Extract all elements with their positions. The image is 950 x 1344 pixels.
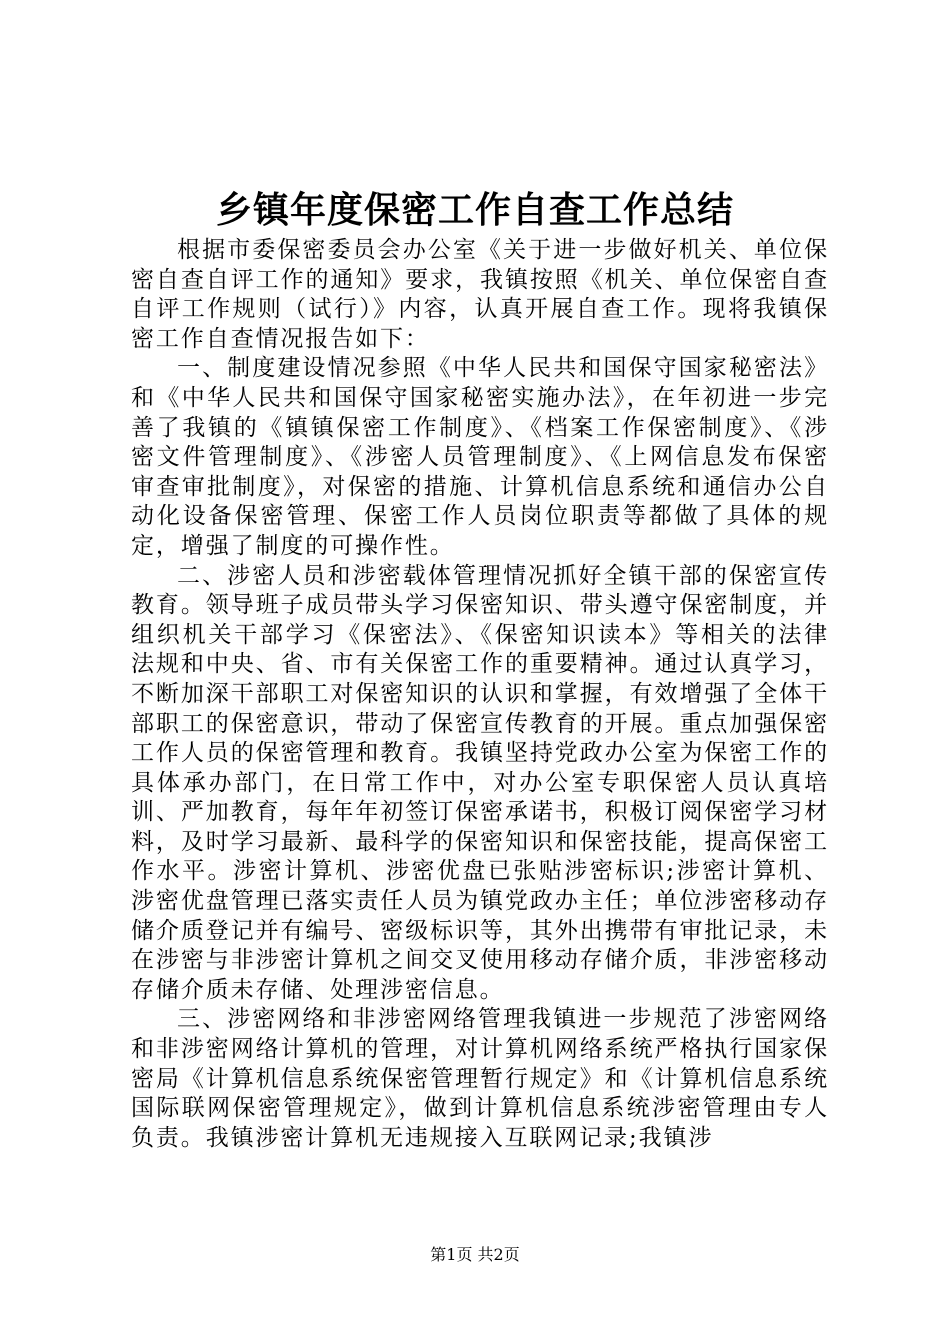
paragraph-section-2: 二、涉密人员和涉密载体管理情况抓好全镇干部的保密宣传教育。领导班子成员带头学习保密知识、带头遵守保密制度，并组织机关干部学习《保密法》、《保密知识读本》等相关的法律法规和中央、省、市有关保密工作的重要精神。通过认真学习，不断加深干部职工对保密知识的认识和掌握，有效增强了全体干部职工的保密意识，带动了保密宣传教育的开展。重点加强保密工作人员的保密管理和教育。我镇坚持党政办公室为保密工作的具体承办部门，在日常工作中，对办公室专职保密人员认真培训、严加教育，每年年初签订保密承诺书，积极订阅保密学习材料，及时学习最新、最科学的保密知识和保密技能，提高保密工作水平。涉密计算机、涉密优盘已张贴涉密标识;涉密计算机、涉密优盘管理已落实责任人员为镇党政办主任；单位涉密移动存储介质登记并有编号、密级标识等，其外出携带有审批记录，未在涉密与非涉密计算机之间交叉使用移动存储介质，非涉密移动存储介质未存储、处理涉密信息。: [131, 562, 829, 1003]
paragraph-section-1: 一、制度建设情况参照《中华人民共和国保守国家秘密法》和《中华人民共和国保守国家秘密实施办法》，在年初进一步完善了我镇的《镇镇保密工作制度》、《档案工作保密制度》、《涉密文件管理制度》、《涉密人员管理制度》、《上网信息发布保密审查审批制度》，对保密的措施、计算机信息系统和通信办公自动化设备保密管理、保密工作人员岗位职责等都做了具体的规定，增强了制度的可操作性。: [131, 355, 829, 559]
paragraph-section-3: 三、涉密网络和非涉密网络管理我镇进一步规范了涉密网络和非涉密网络计算机的管理，对计算机网络系统严格执行国家保密局《计算机信息系统保密管理暂行规定》和《计算机信息系统国际联网保密管理规定》，做到计算机信息系统涉密管理由专人负责。我镇涉密计算机无违规接入互联网记录;我镇涉: [131, 1006, 829, 1151]
paragraph-intro: 根据市委保密委员会办公室《关于进一步做好机关、单位保密自查自评工作的通知》要求，我镇按照《机关、单位保密自查自评工作规则（试行）》内容，认真开展自查工作。现将我镇保密工作自查情况报告如下：: [131, 237, 829, 352]
page-footer: 第1页 共2页: [430, 1245, 520, 1264]
document-title: 乡镇年度保密工作自查工作总结: [215, 190, 734, 231]
document-body: [131, 236, 829, 1153]
